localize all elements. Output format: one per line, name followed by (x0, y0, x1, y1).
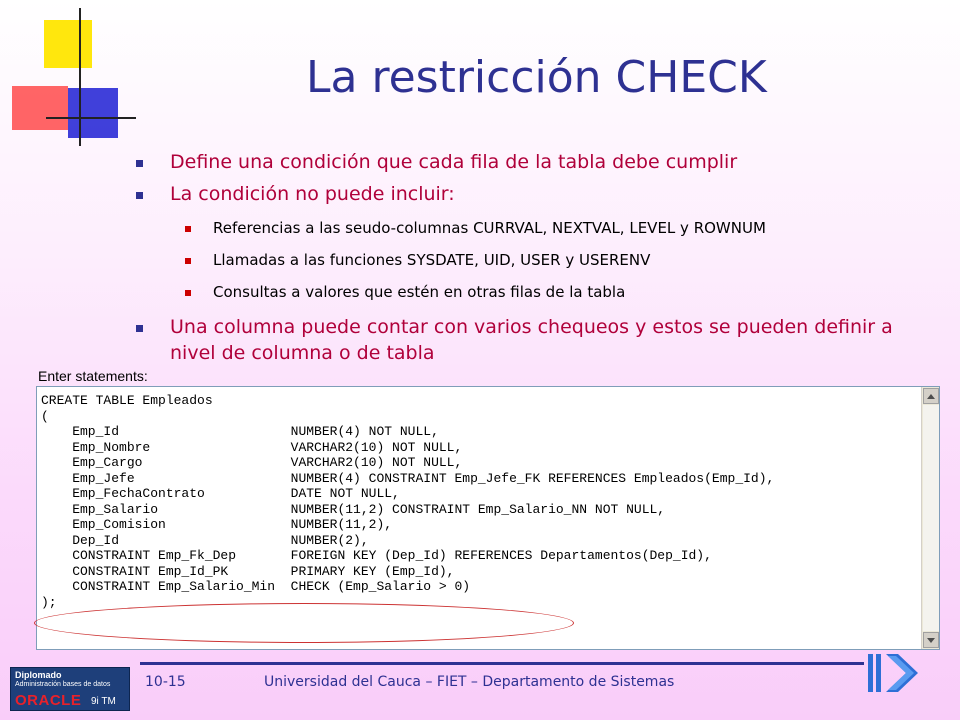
sub-bullet-item: Llamadas a las funciones SYSDATE, UID, USER y USERENV (213, 251, 651, 269)
logo-brand: ORACLE (15, 692, 82, 709)
next-slide-arrow-icon[interactable] (866, 652, 922, 694)
highlight-ellipse (34, 603, 574, 643)
scroll-down-button[interactable] (923, 632, 939, 648)
oracle-logo (10, 667, 130, 711)
arrow-down-icon (927, 638, 935, 643)
bullet-item: La condición no puede incluir: (170, 183, 455, 205)
sql-code[interactable]: CREATE TABLE Empleados ( Emp_Id NUMBER(4) NOT NULL, Emp_Nombre VARCHAR2(10) NOT NULL, Emp_Cargo VARCHAR2(10) NOT NULL, Emp_Jefe NUMBER(4) CONSTRAINT Emp_Jefe_FK REFERENCES Empleados(Emp_Id), Emp_FechaContrato DATE NOT NULL, Emp_Salario NUMBER(11,2) CONSTRAINT Emp_Salario_NN NOT NULL, Emp_Comision NUMBER(11,2), Dep_Id NUMBER(2), CONSTRAINT Emp_Fk_Dep FOREIGN KEY (Dep_Id) REFERENCES Departamentos(Dep_Id), CONSTRAINT Emp_Id_PK PRIMARY KEY (Emp_Id), CONSTRAINT Emp_Salario_Min CHECK (Emp_Salario > 0) ); (41, 393, 775, 610)
logo-subtitle: Administración bases de datos (15, 681, 111, 688)
enter-statements-label: Enter statements: (38, 368, 148, 384)
scroll-up-button[interactable] (923, 388, 939, 404)
footer-text: Universidad del Cauca – FIET – Departamento de Sistemas (264, 674, 675, 690)
scroll-track[interactable] (923, 405, 939, 631)
slide-title: La restricción CHECK (306, 52, 767, 103)
sub-bullet-item: Referencias a las seudo-columnas CURRVAL, NEXTVAL, LEVEL y ROWNUM (213, 219, 766, 237)
bullet-item: Define una condición que cada fila de la tabla debe cumplir (170, 151, 738, 173)
corner-decoration (0, 0, 140, 150)
page-number: 10-15 (145, 674, 186, 690)
logo-title: Diplomado (15, 670, 62, 680)
sub-bullet-item: Consultas a valores que estén en otras filas de la tabla (213, 283, 626, 301)
vertical-scrollbar[interactable] (921, 387, 939, 649)
arrow-up-icon (927, 394, 935, 399)
bullet-item: Una columna puede contar con varios chequeos y estos se pueden definir a nivel de columna o de tabla (170, 314, 910, 366)
logo-version: 9i TM (91, 696, 116, 707)
footer-divider (140, 662, 864, 665)
